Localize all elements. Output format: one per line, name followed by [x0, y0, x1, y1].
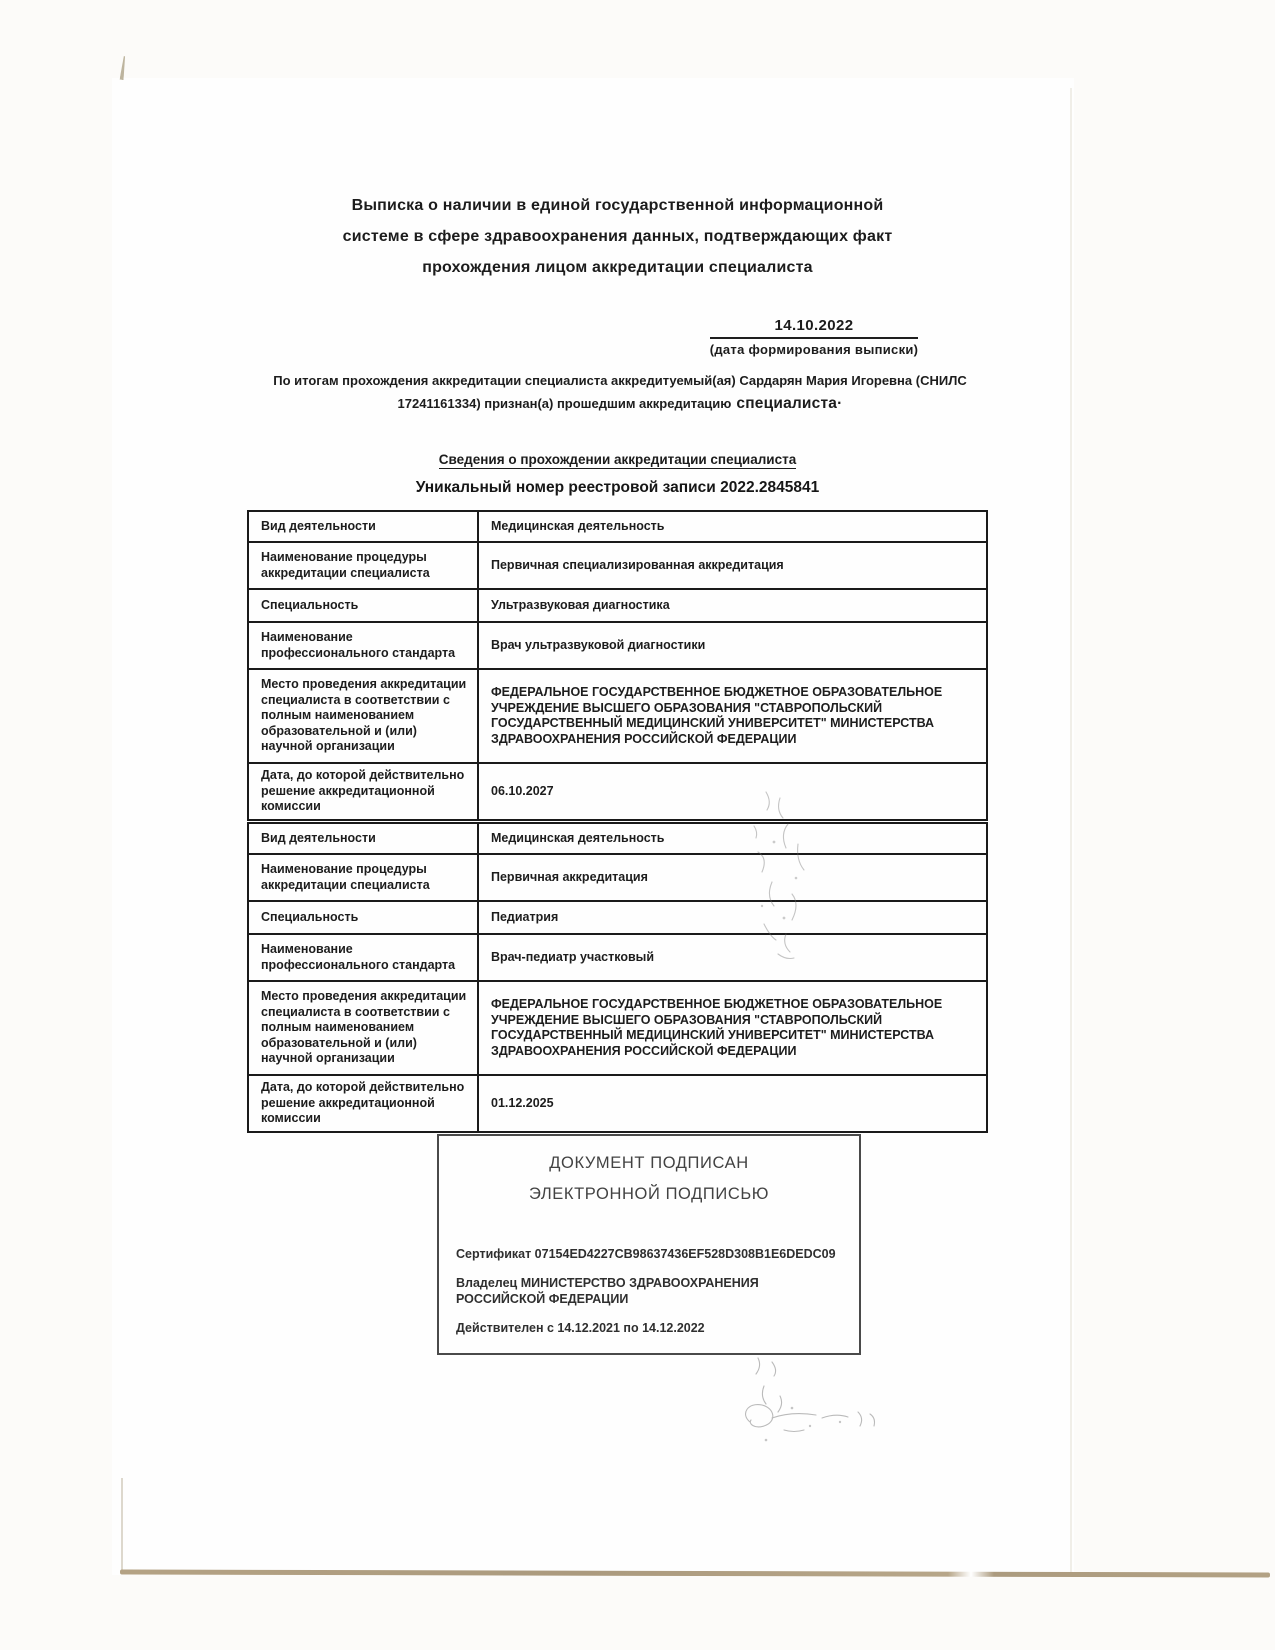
signature-heading-1: ДОКУМЕНТ ПОДПИСАН	[549, 1154, 749, 1172]
row-label: Наименование профессионального стандарта	[248, 622, 478, 669]
row-label: Место проведения аккредитации специалиста в соответствии с полным наименованием образовательной и (или) научной организации	[248, 981, 478, 1075]
signature-validity: Действителен с 14.12.2021 по 14.12.2022	[456, 1321, 705, 1335]
row-label: Вид деятельности	[248, 511, 478, 542]
section-heading: Сведения о прохождении аккредитации специалиста	[438, 452, 797, 467]
document-title-line-1: Выписка о наличии в единой государственной информационной	[351, 197, 884, 214]
table-row	[248, 934, 987, 981]
table-row	[248, 763, 987, 820]
signature-certificate: Сертификат 07154ED4227CB98637436EF528D308B1E6DEDC09	[456, 1247, 836, 1261]
table-row	[248, 669, 987, 763]
row-value: 01.12.2025	[478, 1075, 987, 1132]
table-row	[248, 823, 987, 854]
issue-date: 14.10.2022	[774, 317, 854, 334]
row-value: Медицинская деятельность	[478, 823, 987, 854]
table-row	[248, 589, 987, 622]
paper-right-edge	[1070, 88, 1072, 1573]
scan-corner-artifact	[120, 56, 127, 80]
paper-bottom-edge	[120, 1569, 1270, 1577]
table-row	[248, 981, 987, 1075]
row-value: Врач-педиатр участковый	[478, 934, 987, 981]
intro-line-2: 17241161334) признан(а) прошедшим аккредитацию специалиста·	[397, 395, 843, 412]
row-label: Дата, до которой действительно решение аккредитационной комиссии	[248, 763, 478, 820]
document-title-line-2: системе в сфере здравоохранения данных, подтверждающих факт	[342, 228, 893, 245]
row-value: Ультразвуковая диагностика	[478, 589, 987, 622]
row-label: Наименование процедуры аккредитации специалиста	[248, 854, 478, 901]
table-row	[248, 854, 987, 901]
intro-line-1: По итогам прохождения аккредитации специалиста аккредитуемый(ая) Сардарян Мария Игоревна (СНИЛС	[273, 373, 967, 388]
row-label: Специальность	[248, 589, 478, 622]
row-value: Медицинская деятельность	[478, 511, 987, 542]
registry-number: Уникальный номер реестровой записи 2022.2845841	[415, 479, 820, 496]
table-row	[248, 622, 987, 669]
row-value: 06.10.2027	[478, 763, 987, 820]
issue-date-underline	[710, 337, 918, 339]
row-label: Дата, до которой действительно решение аккредитационной комиссии	[248, 1075, 478, 1132]
table-row	[248, 542, 987, 589]
table-row	[248, 511, 987, 542]
intro-paragraph	[180, 369, 1060, 415]
issue-date-block	[664, 317, 964, 357]
document-title-line-3: прохождения лицом аккредитации специалиста	[422, 259, 813, 276]
document-title	[247, 190, 988, 283]
signature-owner: Владелец МИНИСТЕРСТВО ЗДРАВООХРАНЕНИЯ РОССИЙСКОЙ ФЕДЕРАЦИИ	[456, 1276, 759, 1306]
row-label: Вид деятельности	[248, 823, 478, 854]
row-value: Педиатрия	[478, 901, 987, 934]
signature-box	[437, 1134, 861, 1355]
row-value: Первичная аккредитация	[478, 854, 987, 901]
table-row	[248, 901, 987, 934]
row-value: ФЕДЕРАЛЬНОЕ ГОСУДАРСТВЕННОЕ БЮДЖЕТНОЕ ОБРАЗОВАТЕЛЬНОЕ УЧРЕЖДЕНИЕ ВЫСШЕГО ОБРАЗОВАНИЯ "СТАВРОПОЛЬСКИЙ ГОСУДАРСТВЕННЫЙ МЕДИЦИНСКИЙ УНИВЕРСИТЕТ" МИНИСТЕРСТВА ЗДРАВООХРАНЕНИЯ РОССИЙСКОЙ ФЕДЕРАЦИИ	[478, 669, 987, 763]
row-value: Врач ультразвуковой диагностики	[478, 622, 987, 669]
signature-heading-2: ЭЛЕКТРОННОЙ ПОДПИСЬЮ	[528, 1185, 770, 1203]
row-value: ФЕДЕРАЛЬНОЕ ГОСУДАРСТВЕННОЕ БЮДЖЕТНОЕ ОБРАЗОВАТЕЛЬНОЕ УЧРЕЖДЕНИЕ ВЫСШЕГО ОБРАЗОВАНИЯ "СТАВРОПОЛЬСКИЙ ГОСУДАРСТВЕННЫЙ МЕДИЦИНСКИЙ УНИВЕРСИТЕТ" МИНИСТЕРСТВА ЗДРАВООХРАНЕНИЯ РОССИЙСКОЙ ФЕДЕРАЦИИ	[478, 981, 987, 1075]
row-label: Наименование процедуры аккредитации специалиста	[248, 542, 478, 589]
row-label: Место проведения аккредитации специалиста в соответствии с полным наименованием образовательной и (или) научной организации	[248, 669, 478, 763]
row-label: Наименование профессионального стандарта	[248, 934, 478, 981]
row-value: Первичная специализированная аккредитация	[478, 542, 987, 589]
table-row	[248, 1075, 987, 1132]
intro-emphasis: специалиста·	[736, 395, 843, 412]
row-label: Специальность	[248, 901, 478, 934]
issue-date-caption: (дата формирования выписки)	[709, 342, 919, 357]
paper-left-edge	[121, 1478, 123, 1574]
accreditation-table-1	[247, 510, 988, 821]
accreditation-table-2	[247, 822, 988, 1133]
